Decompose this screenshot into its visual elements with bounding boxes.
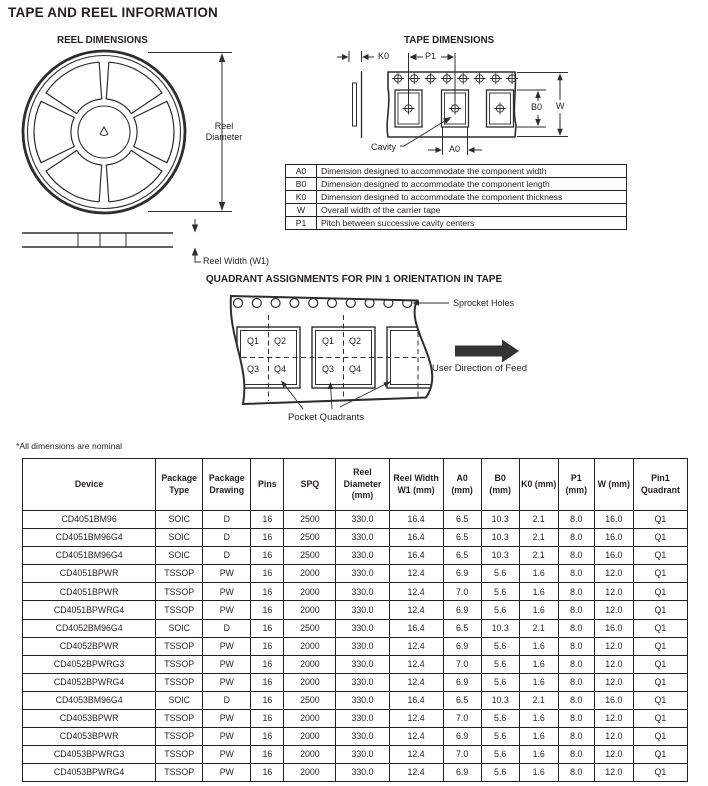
table-cell: Q1: [633, 673, 687, 691]
table-cell: CD4052BPWRG4: [23, 673, 156, 691]
table-cell: 330.0: [336, 619, 389, 637]
pocket2-q2-label: Q2: [349, 336, 362, 346]
table-cell: 5.6: [481, 728, 519, 746]
table-cell: 10.3: [481, 691, 519, 709]
table-cell: D: [203, 619, 251, 637]
page-title: TAPE AND REEL INFORMATION: [8, 5, 218, 20]
table-cell: P1: [286, 217, 317, 230]
table-cell: PW: [203, 637, 251, 655]
column-header: Reel Diameter (mm): [336, 459, 389, 511]
table-cell: 1.6: [519, 746, 558, 764]
table-cell: D: [203, 691, 251, 709]
tape-cavities: [395, 90, 514, 127]
table-header-row: [23, 459, 688, 511]
table-cell: CD4051BM96G4: [23, 547, 156, 565]
table-cell: PW: [203, 565, 251, 583]
arrow-up-icon: [535, 91, 541, 98]
table-cell: 2.1: [519, 529, 558, 547]
table-row: [23, 511, 688, 529]
table-cell: 12.0: [594, 710, 633, 728]
table-cell: 12.4: [389, 728, 443, 746]
table-cell: 16: [251, 547, 284, 565]
table-cell: 1.6: [519, 673, 558, 691]
table-cell: 2000: [284, 583, 336, 601]
table-cell: 8.0: [558, 529, 594, 547]
reel-front-diagram: [23, 51, 185, 213]
table-cell: 6.9: [443, 764, 481, 782]
table-cell: 12.4: [389, 746, 443, 764]
table-cell: 5.6: [481, 673, 519, 691]
quadrant-tape-diagram: [231, 296, 519, 409]
table-cell: 16: [251, 710, 284, 728]
table-cell: 330.0: [336, 511, 389, 529]
table-cell: 8.0: [558, 746, 594, 764]
table-cell: 12.4: [389, 601, 443, 619]
pocket-quadrants-label: Pocket Quadrants: [288, 412, 365, 423]
table-cell: 330.0: [336, 764, 389, 782]
table-cell: 2.1: [519, 511, 558, 529]
tape-dimensions-title: TAPE DIMENSIONS: [404, 35, 495, 46]
table-cell: 7.0: [443, 583, 481, 601]
table-cell: 5.6: [481, 764, 519, 782]
table-cell: 5.6: [481, 565, 519, 583]
table-cell: TSSOP: [156, 637, 203, 655]
table-cell: 16: [251, 511, 284, 529]
arrow-up-icon: [192, 248, 198, 256]
table-cell: 6.5: [443, 691, 481, 709]
table-cell: 6.9: [443, 673, 481, 691]
column-header: SPQ: [284, 459, 336, 511]
table-cell: PW: [203, 746, 251, 764]
table-row: [286, 178, 627, 191]
table-cell: 6.5: [443, 547, 481, 565]
column-header: P1 (mm): [558, 459, 594, 511]
arrow-up-icon: [219, 53, 225, 62]
reel-width-label: Reel Width (W1): [203, 256, 270, 266]
table-cell: CD4051BPWR: [23, 583, 156, 601]
table-row: [23, 637, 688, 655]
table-cell: 1.6: [519, 655, 558, 673]
table-cell: 330.0: [336, 601, 389, 619]
table-cell: Q1: [633, 583, 687, 601]
table-cell: 12.0: [594, 565, 633, 583]
table-cell: CD4053BM96G4: [23, 691, 156, 709]
table-cell: 6.9: [443, 637, 481, 655]
column-header: W (mm): [594, 459, 633, 511]
table-cell: D: [203, 529, 251, 547]
table-cell: 2.1: [519, 619, 558, 637]
table-cell: 5.6: [481, 655, 519, 673]
table-cell: 6.9: [443, 728, 481, 746]
table-row: [23, 746, 688, 764]
table-cell: 7.0: [443, 746, 481, 764]
p1-dimension-label: P1: [425, 51, 437, 61]
table-cell: SOIC: [156, 529, 203, 547]
table-row: [23, 728, 688, 746]
pocket2-q4-label: Q4: [349, 364, 362, 374]
table-row: [286, 165, 627, 178]
column-header: Device: [23, 459, 156, 511]
table-row: [23, 691, 688, 709]
table-cell: 10.3: [481, 619, 519, 637]
table-cell: 1.6: [519, 601, 558, 619]
table-cell: 16.4: [389, 619, 443, 637]
table-cell: 16.4: [389, 511, 443, 529]
table-cell: 2000: [284, 655, 336, 673]
table-cell: 10.3: [481, 511, 519, 529]
table-row: [23, 619, 688, 637]
table-footnote: *All dimensions are nominal: [16, 441, 123, 451]
table-cell: Q1: [633, 601, 687, 619]
reel-dimensions-title: REEL DIMENSIONS: [57, 35, 148, 46]
table-row: [23, 565, 688, 583]
table-cell: 8.0: [558, 764, 594, 782]
table-cell: 6.9: [443, 565, 481, 583]
table-cell: CD4053BPWRG4: [23, 764, 156, 782]
table-cell: 2000: [284, 728, 336, 746]
table-cell: CD4051BPWRG4: [23, 601, 156, 619]
table-row: [23, 655, 688, 673]
table-cell: 5.6: [481, 637, 519, 655]
k0-dimension-label: K0: [378, 51, 390, 61]
table-cell: 16: [251, 619, 284, 637]
table-cell: CD4052BPWR: [23, 637, 156, 655]
table-cell: 12.0: [594, 655, 633, 673]
table-row: [286, 204, 627, 217]
table-cell: Q1: [633, 511, 687, 529]
table-row: [23, 547, 688, 565]
table-cell: 16: [251, 583, 284, 601]
table-row: [23, 583, 688, 601]
table-cell: 12.4: [389, 764, 443, 782]
table-cell: 2.1: [519, 547, 558, 565]
table-cell: 8.0: [558, 619, 594, 637]
table-cell: 16: [251, 691, 284, 709]
table-cell: PW: [203, 673, 251, 691]
table-cell: 330.0: [336, 746, 389, 764]
column-header: Pins: [251, 459, 284, 511]
table-cell: 12.0: [594, 583, 633, 601]
table-cell: 16: [251, 637, 284, 655]
table-cell: 16: [251, 746, 284, 764]
table-cell: CD4053BPWR: [23, 710, 156, 728]
table-cell: Dimension designed to accommodate the component thickness: [317, 191, 627, 204]
table-cell: Q1: [633, 746, 687, 764]
table-cell: 10.3: [481, 529, 519, 547]
sprocket-holes-row: [234, 299, 412, 308]
table-cell: 16: [251, 529, 284, 547]
table-cell: 1.6: [519, 764, 558, 782]
table-cell: 2500: [284, 529, 336, 547]
table-cell: W: [286, 204, 317, 217]
sprocket-holes-label: Sprocket Holes: [453, 298, 515, 308]
table-cell: 5.6: [481, 710, 519, 728]
dimension-definition-table: [285, 164, 627, 230]
table-cell: 12.0: [594, 746, 633, 764]
table-cell: 330.0: [336, 547, 389, 565]
table-cell: Pitch between successive cavity centers: [317, 217, 627, 230]
arrow-right-icon: [342, 54, 349, 60]
table-cell: Q1: [633, 710, 687, 728]
table-cell: 16: [251, 728, 284, 746]
tape-edge-profile: [353, 71, 362, 138]
table-cell: 12.4: [389, 673, 443, 691]
cavity-label: Cavity: [371, 142, 397, 152]
table-cell: 5.6: [481, 746, 519, 764]
table-cell: 16: [251, 601, 284, 619]
table-cell: TSSOP: [156, 601, 203, 619]
table-cell: 2500: [284, 691, 336, 709]
table-cell: 2000: [284, 673, 336, 691]
table-cell: Q1: [633, 637, 687, 655]
table-cell: 12.4: [389, 710, 443, 728]
table-cell: 5.6: [481, 583, 519, 601]
table-cell: TSSOP: [156, 655, 203, 673]
quadrant-assignments-title: QUADRANT ASSIGNMENTS FOR PIN 1 ORIENTATION IN TAPE: [205, 274, 503, 285]
table-cell: Q1: [633, 728, 687, 746]
table-cell: 7.0: [443, 655, 481, 673]
table-cell: Q1: [633, 691, 687, 709]
table-cell: 8.0: [558, 601, 594, 619]
table-cell: 12.0: [594, 637, 633, 655]
arrow-right-icon: [436, 147, 443, 153]
arrow-right-icon: [448, 54, 455, 60]
table-cell: 330.0: [336, 728, 389, 746]
pocket1-q2-label: Q2: [274, 336, 287, 346]
table-cell: TSSOP: [156, 710, 203, 728]
column-header: K0 (mm): [519, 459, 558, 511]
table-cell: 330.0: [336, 673, 389, 691]
reel-diameter-label: Reel Diameter: [205, 121, 243, 142]
table-cell: 8.0: [558, 565, 594, 583]
table-cell: Overall width of the carrier tape: [317, 204, 627, 217]
table-cell: 8.0: [558, 673, 594, 691]
table-cell: PW: [203, 583, 251, 601]
table-cell: 330.0: [336, 529, 389, 547]
table-cell: Q1: [633, 565, 687, 583]
table-cell: B0: [286, 178, 317, 191]
pocket1-q4-label: Q4: [274, 364, 287, 374]
table-cell: CD4052BM96G4: [23, 619, 156, 637]
table-cell: TSSOP: [156, 583, 203, 601]
table-cell: TSSOP: [156, 764, 203, 782]
table-cell: Dimension designed to accommodate the component width: [317, 165, 627, 178]
table-cell: SOIC: [156, 691, 203, 709]
cavity-leader: [400, 117, 452, 146]
table-row: [286, 191, 627, 204]
table-cell: SOIC: [156, 619, 203, 637]
table-cell: PW: [203, 601, 251, 619]
table-cell: Q1: [633, 547, 687, 565]
table-cell: K0: [286, 191, 317, 204]
table-cell: 2000: [284, 764, 336, 782]
column-header: Reel Width W1 (mm): [389, 459, 443, 511]
table-cell: 6.5: [443, 529, 481, 547]
table-cell: 16.4: [389, 547, 443, 565]
table-cell: A0: [286, 165, 317, 178]
table-cell: 6.5: [443, 511, 481, 529]
table-cell: 16: [251, 655, 284, 673]
table-cell: 12.4: [389, 637, 443, 655]
table-cell: Dimension designed to accommodate the component length: [317, 178, 627, 191]
feed-direction-arrow-icon: [455, 340, 519, 363]
table-row: [286, 217, 627, 230]
table-cell: 330.0: [336, 691, 389, 709]
table-cell: 16.0: [594, 547, 633, 565]
arrow-left-icon: [362, 54, 369, 60]
table-cell: 16.0: [594, 511, 633, 529]
table-cell: 2000: [284, 601, 336, 619]
table-cell: 16.4: [389, 529, 443, 547]
table-cell: 1.6: [519, 583, 558, 601]
table-cell: 16: [251, 764, 284, 782]
table-cell: 1.6: [519, 565, 558, 583]
table-row: [23, 673, 688, 691]
column-header: Package Drawing: [203, 459, 251, 511]
table-cell: 2500: [284, 511, 336, 529]
table-row: [23, 710, 688, 728]
arrow-left-icon: [410, 54, 417, 60]
table-cell: 6.9: [443, 601, 481, 619]
table-cell: D: [203, 547, 251, 565]
table-cell: 330.0: [336, 583, 389, 601]
table-cell: 330.0: [336, 655, 389, 673]
arrow-down-icon: [219, 202, 225, 211]
table-cell: CD4053BPWR: [23, 728, 156, 746]
table-cell: 1.6: [519, 637, 558, 655]
arrow-up-icon: [557, 73, 563, 80]
table-cell: 12.4: [389, 565, 443, 583]
table-cell: SOIC: [156, 511, 203, 529]
table-cell: CD4053BPWRG3: [23, 746, 156, 764]
table-cell: TSSOP: [156, 746, 203, 764]
table-cell: 16.0: [594, 529, 633, 547]
table-cell: SOIC: [156, 547, 203, 565]
column-header: Pin1 Quadrant: [633, 459, 687, 511]
table-cell: 330.0: [336, 565, 389, 583]
table-cell: 16.0: [594, 691, 633, 709]
table-cell: 12.4: [389, 655, 443, 673]
table-cell: PW: [203, 655, 251, 673]
table-cell: 16.4: [389, 691, 443, 709]
table-cell: TSSOP: [156, 728, 203, 746]
table-cell: 16: [251, 565, 284, 583]
reel-hub-keying-mark: [100, 127, 108, 136]
table-cell: 12.0: [594, 601, 633, 619]
tape-reel-table-header: [23, 459, 688, 511]
table-cell: 8.0: [558, 710, 594, 728]
table-row: [23, 764, 688, 782]
table-cell: CD4051BM96G4: [23, 529, 156, 547]
table-cell: TSSOP: [156, 673, 203, 691]
column-header: Package Type: [156, 459, 203, 511]
arrow-down-icon: [535, 119, 541, 126]
a0-dimension-label: A0: [449, 144, 461, 154]
table-cell: 2500: [284, 619, 336, 637]
arrow-left-icon: [468, 147, 475, 153]
table-cell: 7.0: [443, 710, 481, 728]
user-direction-of-feed-label: User Direction of Feed: [432, 363, 528, 374]
table-cell: 2000: [284, 565, 336, 583]
table-cell: 8.0: [558, 583, 594, 601]
table-cell: 2000: [284, 746, 336, 764]
column-header: B0 (mm): [481, 459, 519, 511]
table-row: [23, 529, 688, 547]
pocket1-q1-label: Q1: [247, 336, 260, 346]
table-cell: 10.3: [481, 547, 519, 565]
b0-dimension-label: B0: [531, 102, 543, 112]
table-cell: 8.0: [558, 691, 594, 709]
table-cell: 2000: [284, 710, 336, 728]
k0-dimension: [337, 51, 374, 62]
table-row: [23, 601, 688, 619]
table-cell: 2.1: [519, 691, 558, 709]
table-cell: 8.0: [558, 728, 594, 746]
table-cell: 6.5: [443, 619, 481, 637]
table-cell: PW: [203, 710, 251, 728]
table-cell: 12.0: [594, 728, 633, 746]
table-cell: 1.6: [519, 728, 558, 746]
arrow-up-icon: [328, 382, 334, 389]
table-cell: 330.0: [336, 710, 389, 728]
reel-spokes: [34, 56, 174, 208]
table-cell: D: [203, 511, 251, 529]
table-cell: 12.0: [594, 764, 633, 782]
table-cell: CD4051BPWR: [23, 565, 156, 583]
table-cell: Q1: [633, 764, 687, 782]
table-cell: 16.0: [594, 619, 633, 637]
column-header: A0 (mm): [443, 459, 481, 511]
table-cell: 1.6: [519, 710, 558, 728]
pocket2-q3-label: Q3: [322, 364, 335, 374]
pocket2-q1-label: Q1: [322, 336, 335, 346]
table-cell: 8.0: [558, 637, 594, 655]
table-cell: 2000: [284, 637, 336, 655]
table-cell: Q1: [633, 619, 687, 637]
table-cell: PW: [203, 764, 251, 782]
table-cell: 8.0: [558, 655, 594, 673]
table-cell: CD4051BM96: [23, 511, 156, 529]
table-cell: PW: [203, 728, 251, 746]
w-dimension-label: W: [556, 101, 565, 111]
reel-side-view: [22, 219, 201, 262]
table-cell: 16: [251, 673, 284, 691]
table-cell: Q1: [633, 529, 687, 547]
pocket1-q3-label: Q3: [247, 364, 260, 374]
table-cell: 12.0: [594, 673, 633, 691]
table-cell: 330.0: [336, 637, 389, 655]
arrow-down-icon: [192, 225, 198, 233]
tape-reel-table-body: [23, 511, 688, 782]
table-cell: 2500: [284, 547, 336, 565]
table-cell: 5.6: [481, 601, 519, 619]
arrow-down-icon: [557, 129, 563, 136]
table-cell: Q1: [633, 655, 687, 673]
table-cell: CD4052BPWRG3: [23, 655, 156, 673]
table-cell: 8.0: [558, 547, 594, 565]
table-cell: TSSOP: [156, 565, 203, 583]
table-cell: 12.4: [389, 583, 443, 601]
table-cell: 8.0: [558, 511, 594, 529]
tape-reel-table: [22, 458, 688, 782]
